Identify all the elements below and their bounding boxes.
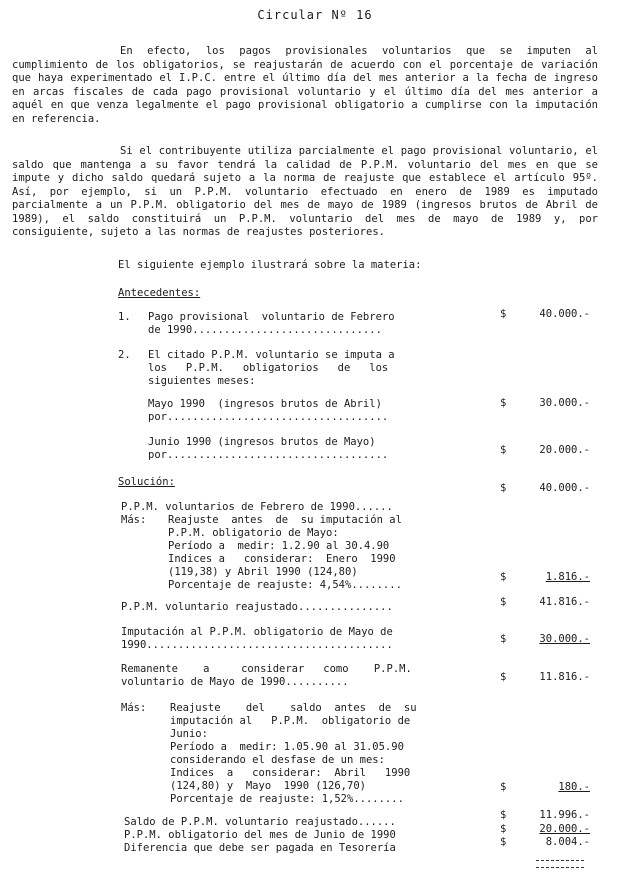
remanente-text: Remanente a considerar como P.P.M. voluntario de Mayo de 1990.......... xyxy=(121,663,412,688)
mayo-text: Mayo 1990 (ingresos brutos de Abril) por................................... xyxy=(148,398,389,423)
item-2-text: El citado P.P.M. voluntario se imputa a los P.P.M. obligatorios de los siguientes meses: xyxy=(148,349,395,387)
double-underline xyxy=(536,860,584,868)
mas-1-text: Reajuste antes de su imputación al P.P.M. obligatorio de Mayo: Período a medir: 1.2.90 al 30.4.90 Indices a considerar: Enero 1990 (119,38) y Abril 1990 (124,80) Porcentaje de reajuste: 4,54%........ xyxy=(168,514,402,591)
antecedentes-heading: Antecedentes: xyxy=(118,287,201,299)
diferencia-text: Diferencia que debe ser pagada en Tesorería xyxy=(124,842,396,854)
mas-1-label: Más: xyxy=(121,514,147,526)
reajustado-text: P.P.M. voluntario reajustado............... xyxy=(121,601,393,613)
obligatorio-junio-text: P.P.M. obligatorio del mes de Junio de 1990 xyxy=(124,829,396,841)
mas-2-label: Más: xyxy=(121,702,147,714)
item-2-number: 2. xyxy=(118,349,131,361)
item-1-number: 1. xyxy=(118,311,131,323)
intro-text: El siguiente ejemplo ilustrará sobre la materia: xyxy=(118,259,422,271)
saldo-text: Saldo de P.P.M. voluntario reajustado...... xyxy=(124,816,396,828)
item-1-text: Pago provisional voluntario de Febrero de 1990.............................. xyxy=(148,311,395,336)
mas-2-text: Reajuste del saldo antes de su imputación al P.P.M. obligatorio de Junio: Período a medir: 1.05.90 al 31.05.90 considerando el desfase de un mes: Indices a considerar: Abril 1990 (124,80) y Mayo 1990 (126,70) Porcentaje de reajuste: 1,52%........ xyxy=(170,702,417,805)
paragraph-1: En efecto, los pagos provisionales voluntarios que se imputen al cumplimiento de los obligatorios, se reajustarán de acuerdo con el porcentaje de variación que haya experimentado el I.P.C. entre el último día del mes anterior a la fecha de ingreso en arcas fiscales de cada pago provisional voluntario y el último día del mes anterior a aquél en que venza legalmente el pago provisional obligatorio a cumplirse con la imputación en referencia. xyxy=(12,45,598,125)
ppm-febrero-line: P.P.M. voluntarios de Febrero de 1990...... xyxy=(121,501,393,513)
paragraph-2: Si el contribuyente utiliza parcialmente el pago provisional voluntario, el saldo que mantenga a su favor tendrá la calidad de P.P.M. voluntario del mes en que se impute y dicho saldo quedará sujeto a la norma de reajuste que establece el artículo 95º. Así, por ejemplo, si un P.P.M. voluntario efectuado en enero de 1989 es imputado parcialmente a un P.P.M. obligatorio del mes de mayo de 1989 (ingresos brutos de Abril de 1989), el saldo constituirá un P.P.M. voluntario del mes de mayo de 1989 y, por consiguiente, sujeto a las normas de reajustes posteriores. xyxy=(12,145,598,238)
page-header: Circular Nº 16 xyxy=(257,8,373,22)
imputacion-text: Imputación al P.P.M. obligatorio de Mayo de 1990....................................... xyxy=(121,626,393,651)
solucion-heading: Solución: xyxy=(118,476,175,488)
junio-text: Junio 1990 (ingresos brutos de Mayo) por................................... xyxy=(148,436,389,461)
